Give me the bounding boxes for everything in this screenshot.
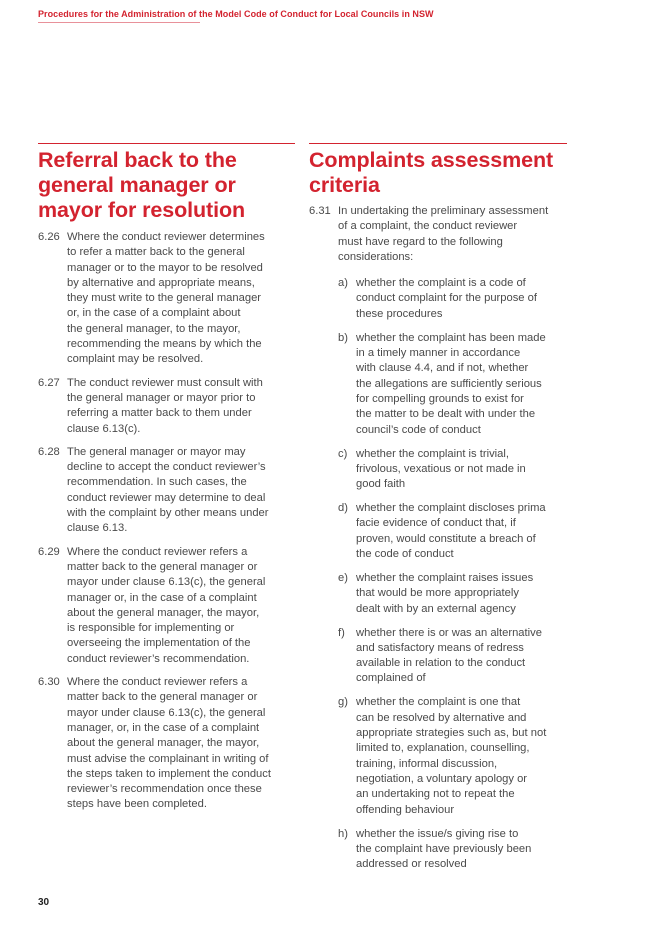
heading-line: Referral back to the (38, 148, 237, 172)
clause-text: Where the conduct reviewer determines to refer a matter back to the general manager or to the mayor to be resolved by alternative and appropriate means, they must write to the general manager or, in the case of a complaint about the general manager, to the mayor, recommending the means by which the complaint may be resolved. (67, 231, 265, 366)
clause-number: 6.29 (38, 545, 60, 558)
item-text: whether the complaint raises issues that would be more appropriately dealt with by an external agency (356, 571, 534, 615)
criteria-list (309, 276, 567, 872)
item-text: whether the complaint discloses prima facie evidence of conduct that, if proven, would constitute a breach of the code of conduct (356, 502, 546, 560)
item-letter: f) (338, 626, 345, 639)
clause-number: 6.27 (38, 376, 60, 389)
page-number: 30 (38, 897, 50, 908)
clause-text: The conduct reviewer must consult with the general manager or mayor prior to referring a matter back to them under clause 6.13(c). (67, 376, 263, 435)
item-text: whether the complaint has been made in a timely manner in accordance with clause 4.4, and if not, whether the allegations are sufficiently serious for compelling grounds to exist for the matter to be dealt with under the council’s code of conduct (356, 331, 546, 436)
left-column-rule (38, 143, 295, 144)
right-column (309, 148, 567, 881)
list-item (338, 501, 567, 562)
item-letter: g) (338, 696, 348, 709)
list-item (338, 695, 567, 817)
header-divider (38, 22, 200, 23)
clause-6-28 (38, 445, 295, 537)
section-heading-criteria (309, 148, 567, 198)
item-letter: c) (338, 447, 348, 460)
item-letter: d) (338, 502, 348, 515)
clause-6-27 (38, 376, 295, 437)
clause-text: Where the conduct reviewer refers a matter back to the general manager or mayor under clause 6.13(c), the general manager, or, in the case of a complaint about the general manager, the mayor, must advise the complainant in writing of the steps taken to implement the conduct reviewer’s recommendation once these steps have been completed. (67, 676, 271, 811)
clause-number: 6.26 (38, 231, 60, 243)
section-heading-referral (38, 148, 295, 223)
item-text: whether the complaint is one that can be resolved by alternative and appropriate strategies such as, but not limited to, explanation, counselling, training, informal discussion, negotiation, a voluntary apology or an undertaking not to repeat the offending behaviour (356, 696, 547, 816)
clause-number: 6.30 (38, 676, 60, 689)
item-letter: e) (338, 571, 348, 584)
clause-6-26 (38, 230, 295, 368)
item-text: whether the issue/s giving rise to the complaint have previously been addressed or resolved (356, 827, 532, 871)
list-item (338, 276, 567, 322)
heading-line: Complaints assessment (309, 148, 554, 172)
item-text: whether the complaint is trivial, frivolous, vexatious or not made in good faith (356, 447, 526, 491)
heading-line: mayor for resolution (38, 198, 246, 222)
item-letter: a) (338, 277, 348, 290)
item-text: whether the complaint is a code of conduct complaint for the purpose of these procedures (356, 277, 537, 320)
clause-text: The general manager or mayor may decline to accept the conduct reviewer’s recommendation. In such cases, the conduct reviewer may determine to deal with the complaint by other means under clause 6.13. (67, 445, 269, 535)
clause-text: Where the conduct reviewer refers a matter back to the general manager or mayor under clause 6.13(c), the general manager or, in the case of a complaint about the general manager, the mayor, is responsible for implementing or overseeing the implementation of the conduct reviewer’s recommendation. (67, 545, 266, 665)
running-header: Procedures for the Administration of the Model Code of Conduct for Local Councils in NSW (38, 9, 434, 19)
left-column (38, 148, 295, 821)
clause-number: 6.28 (38, 445, 60, 458)
list-item (338, 626, 567, 687)
list-item (338, 331, 567, 438)
item-text: whether there is or was an alternative and satisfactory means of redress available in relation to the conduct complained of (356, 626, 542, 685)
clause-6-30 (38, 675, 295, 813)
item-letter: b) (338, 331, 348, 344)
clause-6-29 (38, 545, 295, 667)
item-letter: h) (338, 827, 348, 840)
list-item (338, 827, 567, 873)
clause-text: In undertaking the preliminary assessment of a complaint, the conduct reviewer must have regard to the following considerations: (338, 205, 549, 263)
clause-number: 6.31 (309, 205, 331, 217)
heading-line: general manager or (38, 173, 236, 197)
list-item (338, 447, 567, 493)
list-item (338, 571, 567, 617)
clause-6-31 (309, 204, 567, 265)
right-column-rule (309, 143, 567, 144)
heading-line: criteria (309, 173, 380, 197)
